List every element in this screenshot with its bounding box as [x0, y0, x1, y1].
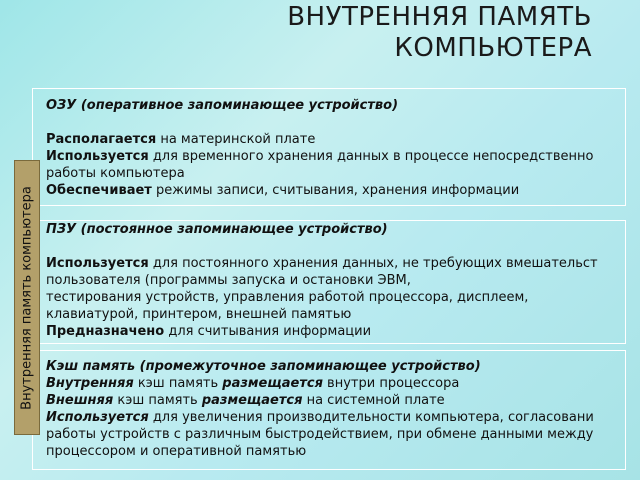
- rom-section: [46, 221, 640, 340]
- rom-line-1: Используется для постоянного хранения данных, не требующих вмешательст: [46, 256, 598, 271]
- cache-section: [46, 358, 640, 460]
- ram-line-3: работы компьютера: [46, 166, 185, 181]
- cache-line-5: процессором и оперативной памятью: [46, 444, 307, 459]
- rom-line-5: Предназначено для считывания информации: [46, 324, 372, 339]
- cache-line-2: Внешняя кэш память размещается на системной плате: [46, 393, 445, 408]
- cache-line-1: Внутренняя кэш память размещается внутри процессора: [46, 376, 460, 391]
- ram-section: [46, 97, 640, 199]
- ram-line-1: Располагается на материнской плате: [46, 132, 316, 147]
- ram-heading: ОЗУ (оперативное запоминающее устройство): [46, 98, 399, 113]
- page-title: [287, 2, 592, 64]
- rom-heading: ПЗУ (постоянное запоминающее устройство): [46, 222, 388, 237]
- cache-line-4: работы устройств с различным быстродействием, при обмене данными между: [46, 427, 594, 442]
- rom-line-3: тестирования устройств, управления работой процессора, дисплеем,: [46, 290, 529, 305]
- cache-heading: Кэш память (промежуточное запоминающее устройство): [46, 359, 481, 374]
- cache-line-3: Используется для увеличения производительности компьютера, согласовани: [46, 410, 594, 425]
- ram-line-4: Обеспечивает режимы записи, считывания, хранения информации: [46, 183, 520, 198]
- title-line-1: ВНУТРЕННЯЯ ПАМЯТЬ: [287, 2, 592, 32]
- sidebar-label: [14, 160, 40, 435]
- rom-line-2: пользователя (программы запуска и остановки ЭВМ,: [46, 273, 411, 288]
- title-line-2: КОМПЬЮТЕРА: [394, 33, 592, 63]
- rom-line-4: клавиатурой, принтером, внешней памятью: [46, 307, 352, 322]
- sidebar-label-text: Внутренняя память компьютера: [19, 185, 35, 410]
- ram-line-2: Используется для временного хранения данных в процессе непосредственно: [46, 149, 594, 164]
